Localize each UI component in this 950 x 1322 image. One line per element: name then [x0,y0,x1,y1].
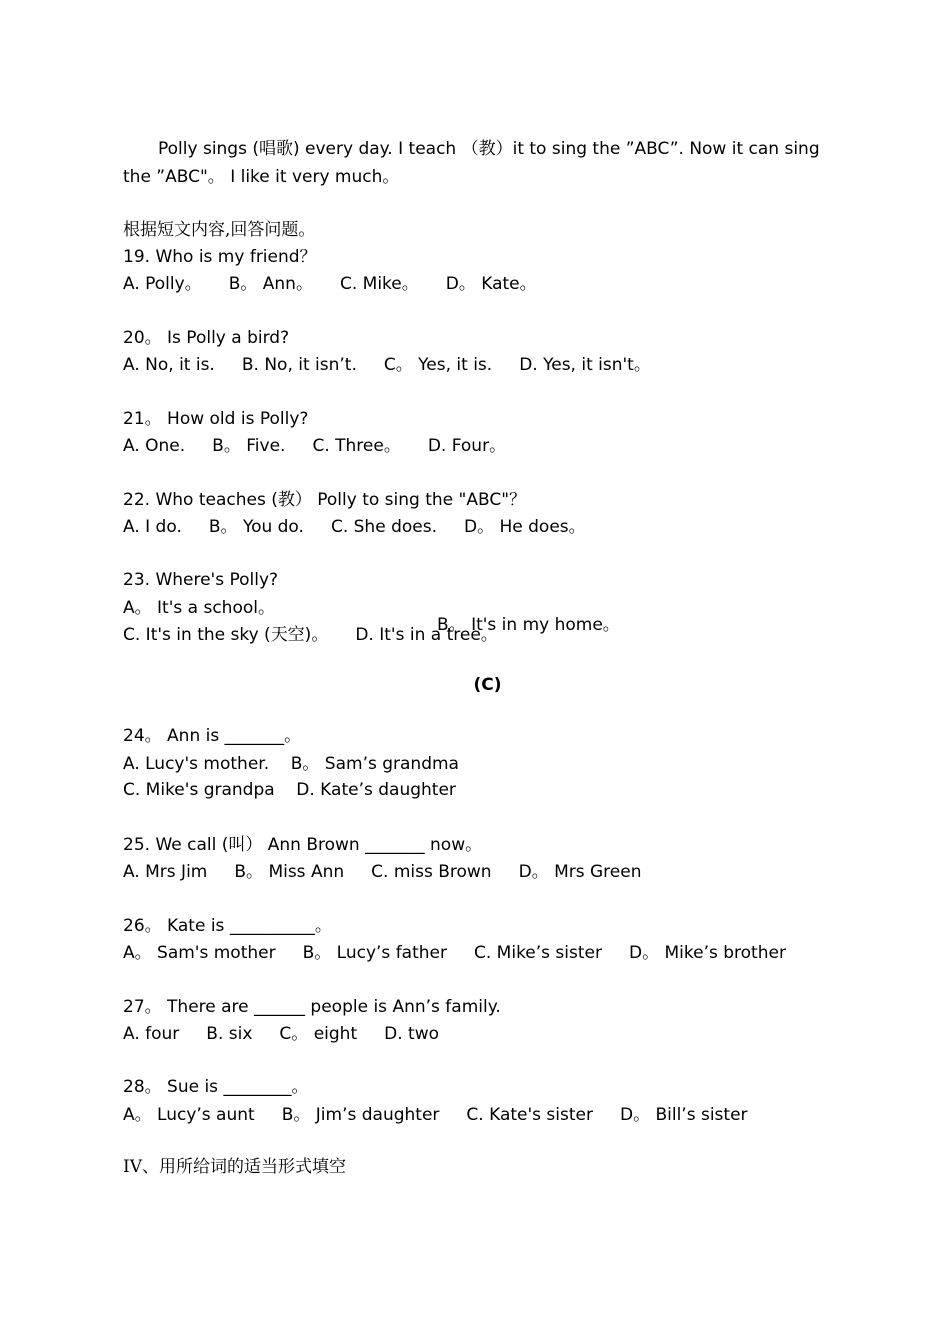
question-19-options: A. Polly。 B。 Ann。 C. Mike。 D。 Kate。 [123,274,537,294]
question-20-options: A. No, it is. B. No, it isn’t. C。 Yes, it is. D. Yes, it isn't。 [123,355,651,375]
question-28-stem: 28。 Sue is ________。 [123,1077,309,1097]
question-22-options: A. I do. B。 You do. C. She does. D。 He does。 [123,517,586,537]
question-23-option-b: B。 It's in my home。 [437,615,620,635]
question-28-options: A。 Lucy’s aunt B。 Jim’s daughter C. Kate's sister D。 Bill’s sister [123,1105,748,1125]
question-21-stem: 21。 How old is Polly? [123,409,309,429]
question-27-options: A. four B. six C。 eight D. two [123,1024,440,1044]
question-25-options: A. Mrs Jim B。 Miss Ann C. miss Brown D。 Mrs Green [123,862,642,882]
passage-line-1: Polly sings (唱歌) every day. I teach （教）it to sing the ”ABC”. Now it can sing [158,139,820,159]
section-b-instruction: 根据短文内容,回答问题。 [123,220,316,240]
question-23-stem: 23. Where's Polly? [123,570,279,590]
question-23-option-a: A。 It's a school。 [123,598,275,618]
question-24-options-2: C. Mike's grandpa D. Kate’s daughter [123,780,456,800]
passage-line-2: the ”ABC"。 I like it very much。 [123,167,400,187]
section-c-title: (C) [473,675,502,695]
question-24-stem: 24。 Ann is _______。 [123,726,302,746]
question-23-options-cd: C. It's in the sky (天空)。 D. It's in a tree。 [123,625,498,645]
question-27-stem: 27。 There are ______ people is Ann’s family. [123,997,501,1017]
section-iv-title: IV、用所给词的适当形式填空 [123,1157,346,1177]
question-26-stem: 26。 Kate is __________。 [123,916,332,936]
question-21-options: A. One. B。 Five. C. Three。 D. Four。 [123,436,507,456]
question-19-stem: 19. Who is my friend？ [123,247,317,267]
question-26-options: A。 Sam's mother B。 Lucy’s father C. Mike’s sister D。 Mike’s brother [123,943,786,963]
question-20-stem: 20。 Is Polly a bird? [123,328,290,348]
question-22-stem: 22. Who teaches (教） Polly to sing the "ABC"？ [123,490,527,510]
question-24-options-1: A. Lucy's mother. B。 Sam’s grandma [123,754,459,774]
question-25-stem: 25. We call (叫） Ann Brown _______ now。 [123,835,483,855]
